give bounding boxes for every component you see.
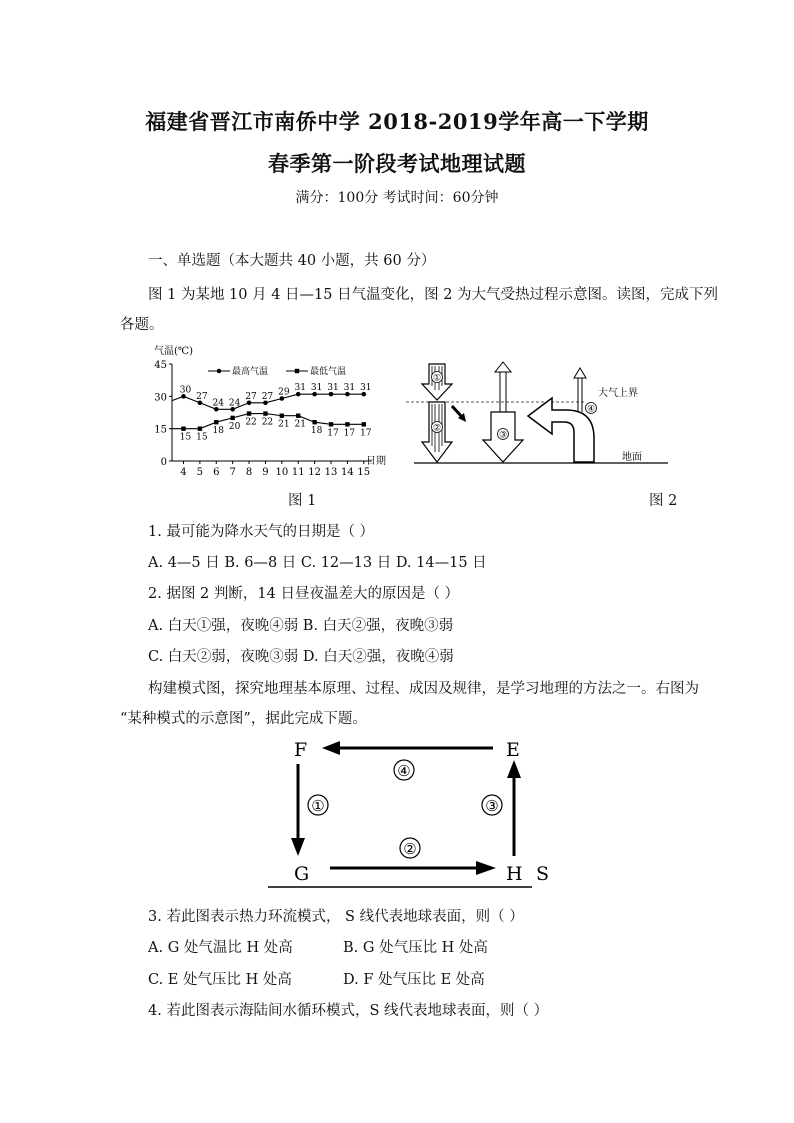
- ground-label: 地面: [622, 452, 642, 463]
- legend-min-marker: [295, 369, 299, 373]
- figure1-chart: [150, 342, 386, 482]
- max-temp-label: 31: [294, 383, 306, 394]
- mark-2: ②: [432, 423, 442, 434]
- svg-text:③: ③: [485, 797, 499, 815]
- atmosphere-top-label: 大气上界: [598, 388, 638, 399]
- arrow-e-to-f: [322, 741, 493, 755]
- min-temp-label: 17: [327, 428, 339, 439]
- x-tick-label: 7: [229, 467, 236, 478]
- model-intro-1: 构建模式图，探究地理基本原理、过程、成因及规律，是学习地理的方法之一。右图为: [148, 681, 699, 697]
- mark-3: ③: [498, 430, 508, 441]
- question-3-option-b: B. G 处气压比 H 处高: [343, 940, 488, 956]
- y-tick-label: 0: [160, 457, 167, 468]
- x-tick-label: 13: [324, 467, 338, 478]
- min-temp-point: [230, 416, 234, 420]
- x-tick-label: 12: [308, 467, 321, 478]
- mark-1: ①: [432, 373, 442, 384]
- min-temp-label: 15: [179, 432, 192, 443]
- min-temp-label: 18: [212, 426, 224, 437]
- figure1-caption: 图 1: [288, 493, 317, 509]
- x-tick-label: 10: [275, 467, 289, 478]
- max-temp-label: 24: [212, 398, 224, 409]
- max-temp-label: 31: [343, 383, 356, 394]
- x-tick-label: 5: [196, 467, 204, 478]
- y-tick-label: 45: [154, 360, 167, 371]
- mark-4-model: [394, 760, 414, 780]
- section-heading: 一、单选题（本大题共 40 小题，共 60 分）: [148, 253, 436, 269]
- min-temp-point: [312, 420, 316, 424]
- question-3-option-d: D. F 处气压比 E 处高: [343, 972, 485, 988]
- page-title: 福建省晋江市南侨中学 2018-2019学年高一下学期: [145, 109, 649, 134]
- min-temp-point: [280, 414, 284, 418]
- x-tick-label: 8: [245, 467, 253, 478]
- solar-radiation-arrow: [422, 364, 452, 400]
- mark-2-model: [400, 838, 420, 858]
- arrow-h-to-e: [507, 760, 521, 856]
- y-tick-label: 15: [154, 424, 167, 436]
- min-temp-point: [296, 414, 300, 418]
- mark-3-model: [482, 795, 502, 815]
- curved-heat-arrow: [528, 398, 594, 462]
- intro-line-1: 图 1 为某地 10 月 4 日—15 日气温变化，图 2 为大气受热过程示意图。读图，完成下列: [148, 287, 719, 303]
- min-temp-label: 20: [228, 421, 241, 432]
- arrow-f-to-g: [291, 764, 305, 856]
- min-temp-point: [345, 422, 349, 426]
- legend-max-marker: [217, 369, 222, 374]
- min-temp-label: 21: [278, 419, 290, 430]
- atmospheric-radiation-arrow: [483, 362, 523, 462]
- question-3-option-c: C. E 处气压比 H 处高: [148, 972, 292, 988]
- x-tick-label: 6: [213, 467, 220, 478]
- min-temp-label: 17: [360, 428, 372, 439]
- min-temp-point: [247, 411, 251, 415]
- max-temp-label: 27: [245, 391, 257, 402]
- max-temp-label: 30: [179, 385, 192, 396]
- model-diagram: [268, 730, 558, 890]
- letter-E: E: [506, 739, 520, 761]
- chart-ylabel: 气温(℃): [154, 346, 193, 357]
- letter-H: H: [506, 863, 523, 885]
- legend-max-label: 最高气温: [232, 367, 269, 377]
- y-tick-label: 30: [154, 392, 167, 404]
- legend-min-label: 最低气温: [310, 367, 347, 377]
- letter-F: F: [294, 739, 308, 761]
- min-temp-label: 18: [310, 426, 323, 437]
- arrow-g-to-h: [330, 861, 496, 875]
- question-2-options-2: C. 白天②弱，夜晚③弱 D. 白天②强，夜晚④弱: [148, 649, 454, 665]
- min-temp-label: 15: [196, 432, 208, 443]
- x-tick-label: 15: [357, 467, 371, 478]
- question-3-option-a: A. G 处气温比 H 处高: [148, 940, 293, 956]
- question-1: 1. 最可能为降水天气的日期是（ ）: [148, 524, 375, 540]
- chart-xlabel: 日期: [366, 456, 386, 467]
- max-temp-label: 31: [327, 383, 339, 394]
- mark-4: ④: [586, 404, 596, 415]
- figure2-caption: 图 2: [649, 493, 678, 509]
- svg-text:②: ②: [403, 840, 417, 858]
- escape-arrow: [574, 368, 597, 415]
- max-temp-label: 27: [196, 391, 208, 402]
- min-temp-point: [329, 422, 333, 426]
- min-temp-label: 22: [245, 417, 257, 428]
- model-intro-2: “某种模式的示意图”，据此完成下题。: [120, 711, 367, 727]
- min-temp-point: [263, 411, 267, 415]
- question-4: 4. 若此图表示海陆间水循环模式，S 线代表地球表面，则（ ）: [148, 1003, 549, 1019]
- figure2-diagram: [404, 360, 672, 472]
- svg-text:④: ④: [397, 762, 411, 780]
- letter-G: G: [294, 863, 310, 885]
- max-temp-label: 24: [228, 398, 241, 409]
- x-tick-label: 9: [262, 467, 269, 478]
- min-temp-label: 17: [343, 428, 356, 439]
- max-temp-label: 29: [278, 387, 290, 398]
- min-temp-label: 21: [294, 419, 306, 430]
- page-subtitle: 春季第一阶段考试地理试题: [268, 151, 526, 176]
- question-2-options-1: A. 白天①强，夜晚④弱 B. 白天②强，夜晚③弱: [148, 618, 454, 634]
- question-1-options: A. 4—5 日 B. 6—8 日 C. 12—13 日 D. 14—15 日: [148, 555, 487, 571]
- letter-S: S: [536, 863, 550, 885]
- mark-1-model: [308, 795, 328, 815]
- min-temp-point: [214, 420, 218, 424]
- question-2: 2. 据图 2 判断，14 日昼夜温差大的原因是（ ）: [148, 586, 460, 602]
- x-tick-label: 11: [291, 467, 305, 478]
- x-tick-label: 14: [341, 467, 354, 478]
- intro-line-2: 各题。: [120, 317, 164, 333]
- min-temp-point: [181, 426, 185, 430]
- x-tick-label: 4: [180, 467, 187, 478]
- exam-meta: 满分：100分 考试时间：60分钟: [295, 190, 499, 206]
- min-temp-point: [198, 426, 202, 430]
- max-temp-label: 31: [360, 383, 372, 394]
- max-temp-label: 27: [261, 391, 274, 402]
- svg-text:①: ①: [311, 797, 325, 815]
- max-temp-label: 31: [310, 383, 323, 394]
- min-temp-label: 22: [261, 417, 274, 428]
- min-temp-point: [362, 422, 366, 426]
- question-3: 3. 若此图表示热力环流模式， S 线代表地球表面，则（ ）: [148, 909, 524, 925]
- ground-radiation-arrow: [422, 402, 452, 462]
- reflection-arrow: [452, 406, 466, 422]
